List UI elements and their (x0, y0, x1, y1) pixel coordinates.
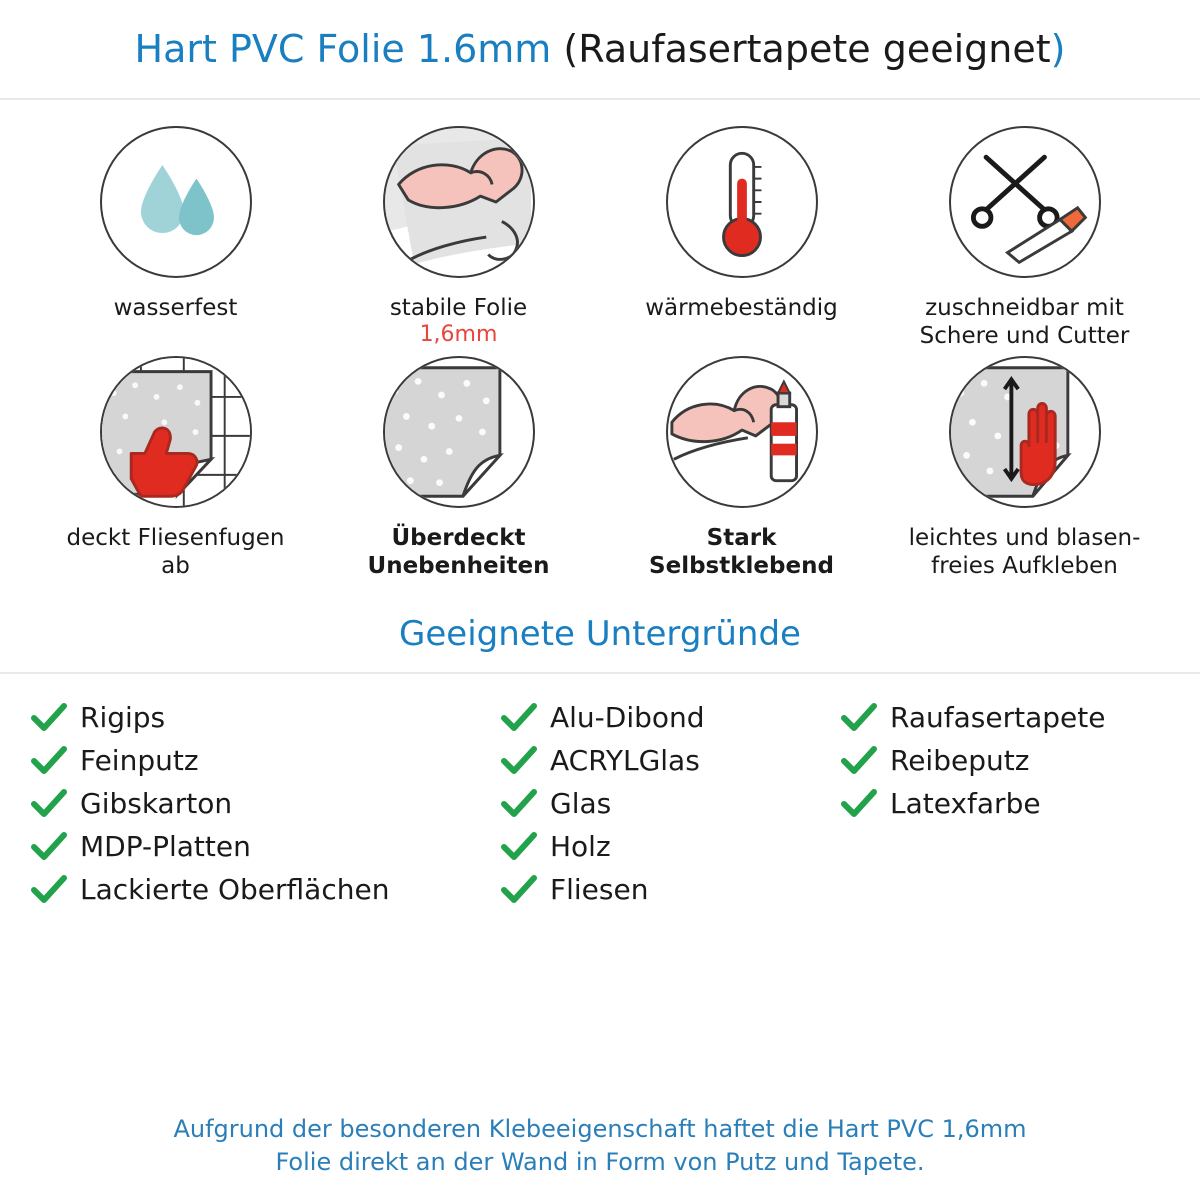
check-mark-icon (30, 788, 68, 820)
list-item-label: Alu-Dibond (550, 701, 705, 735)
feature-label-text: Überdeckt Unebenheiten (367, 525, 550, 580)
list-item (840, 696, 1170, 739)
feature-wasserfest (34, 126, 317, 350)
list-item-label: ACRYLGlas (550, 744, 700, 778)
strong-arm-foil-icon (383, 126, 535, 278)
hand-smooth-icon (949, 356, 1101, 508)
page-title-paren-close: ) (1050, 27, 1066, 71)
list-item-label: Feinputz (80, 744, 199, 778)
feature-label (645, 294, 838, 322)
feature-label-text: stabile Folie (389, 295, 528, 321)
list-item-label: MDP-Platten (80, 830, 251, 864)
list-item (500, 868, 840, 911)
list-item (500, 825, 840, 868)
checklist-column-1 (30, 696, 500, 911)
list-item-label: Glas (550, 787, 612, 821)
list-item (840, 782, 1170, 825)
feature-label (900, 524, 1150, 580)
feature-waermebestaendig (600, 126, 883, 350)
feature-label-text: leichtes und blasen-freies Aufkleben (908, 525, 1141, 580)
footer-note (0, 1113, 1200, 1178)
check-mark-icon (500, 831, 538, 863)
feature-label-text: wärmebeständig (645, 295, 838, 321)
feature-selbstklebend (600, 356, 883, 580)
list-item (30, 696, 500, 739)
list-item (30, 782, 500, 825)
feature-label (334, 524, 584, 580)
scissors-cutter-icon (949, 126, 1101, 278)
list-item (500, 739, 840, 782)
feature-label-text: deckt Fliesenfugen ab (66, 525, 285, 580)
check-mark-icon (500, 788, 538, 820)
arm-glue-icon (666, 356, 818, 508)
thermometer-icon (666, 126, 818, 278)
list-item-label: Raufasertapete (890, 701, 1106, 735)
list-item-label: Gibskarton (80, 787, 233, 821)
list-item (30, 868, 500, 911)
check-mark-icon (840, 788, 878, 820)
section-title: Geeignete Untergründe (399, 614, 801, 655)
feature-unebenheiten (317, 356, 600, 580)
check-mark-icon (500, 874, 538, 906)
footer-line-2: Folie direkt an der Wand in Form von Putz und Tapete. (275, 1147, 925, 1176)
page-title-paren-open: ( (563, 27, 579, 71)
substrate-checklist (0, 674, 1200, 911)
list-item (30, 825, 500, 868)
section-header (0, 614, 1200, 674)
list-item (500, 782, 840, 825)
checklist-column-3 (840, 696, 1170, 911)
check-mark-icon (840, 745, 878, 777)
foil-peel-icon (383, 356, 535, 508)
feature-label (114, 294, 238, 322)
feature-label (390, 294, 527, 349)
feature-grid (0, 100, 1200, 580)
page-title-main: Hart PVC Folie 1.6mm (134, 27, 552, 71)
check-mark-icon (500, 745, 538, 777)
feature-sublabel: 1,6mm (419, 322, 498, 348)
list-item (840, 739, 1170, 782)
list-item-label: Holz (550, 830, 611, 864)
check-mark-icon (30, 745, 68, 777)
list-item-label: Rigips (80, 701, 166, 735)
check-mark-icon (500, 702, 538, 734)
header (0, 0, 1200, 100)
list-item-label: Fliesen (550, 873, 649, 907)
feature-fliesenfugen (34, 356, 317, 580)
feature-label (617, 524, 867, 580)
water-drops-icon (100, 126, 252, 278)
feature-label (900, 294, 1150, 350)
page-title (135, 27, 1066, 71)
feature-label-text: Stark Selbstklebend (649, 525, 834, 580)
check-mark-icon (840, 702, 878, 734)
feature-label-text: zuschneidbar mit Schere und Cutter (919, 295, 1130, 350)
feature-label (51, 524, 301, 580)
feature-stabile-folie (317, 126, 600, 350)
footer-line-1: Aufgrund der besonderen Klebeeigenschaft haftet die Hart PVC 1,6mm (173, 1115, 1027, 1144)
feature-zuschneidbar (883, 126, 1166, 350)
list-item (30, 739, 500, 782)
feature-label-text: wasserfest (113, 295, 238, 321)
list-item-label: Lackierte Oberflächen (80, 873, 390, 907)
page-title-paren-text: Raufasertapete geeignet (578, 27, 1051, 71)
check-mark-icon (30, 874, 68, 906)
thumbs-up-tiles-icon (100, 356, 252, 508)
check-mark-icon (30, 831, 68, 863)
list-item-label: Reibeputz (890, 744, 1030, 778)
list-item (500, 696, 840, 739)
check-mark-icon (30, 702, 68, 734)
list-item-label: Latexfarbe (890, 787, 1041, 821)
checklist-column-2 (500, 696, 840, 911)
feature-aufkleben (883, 356, 1166, 580)
